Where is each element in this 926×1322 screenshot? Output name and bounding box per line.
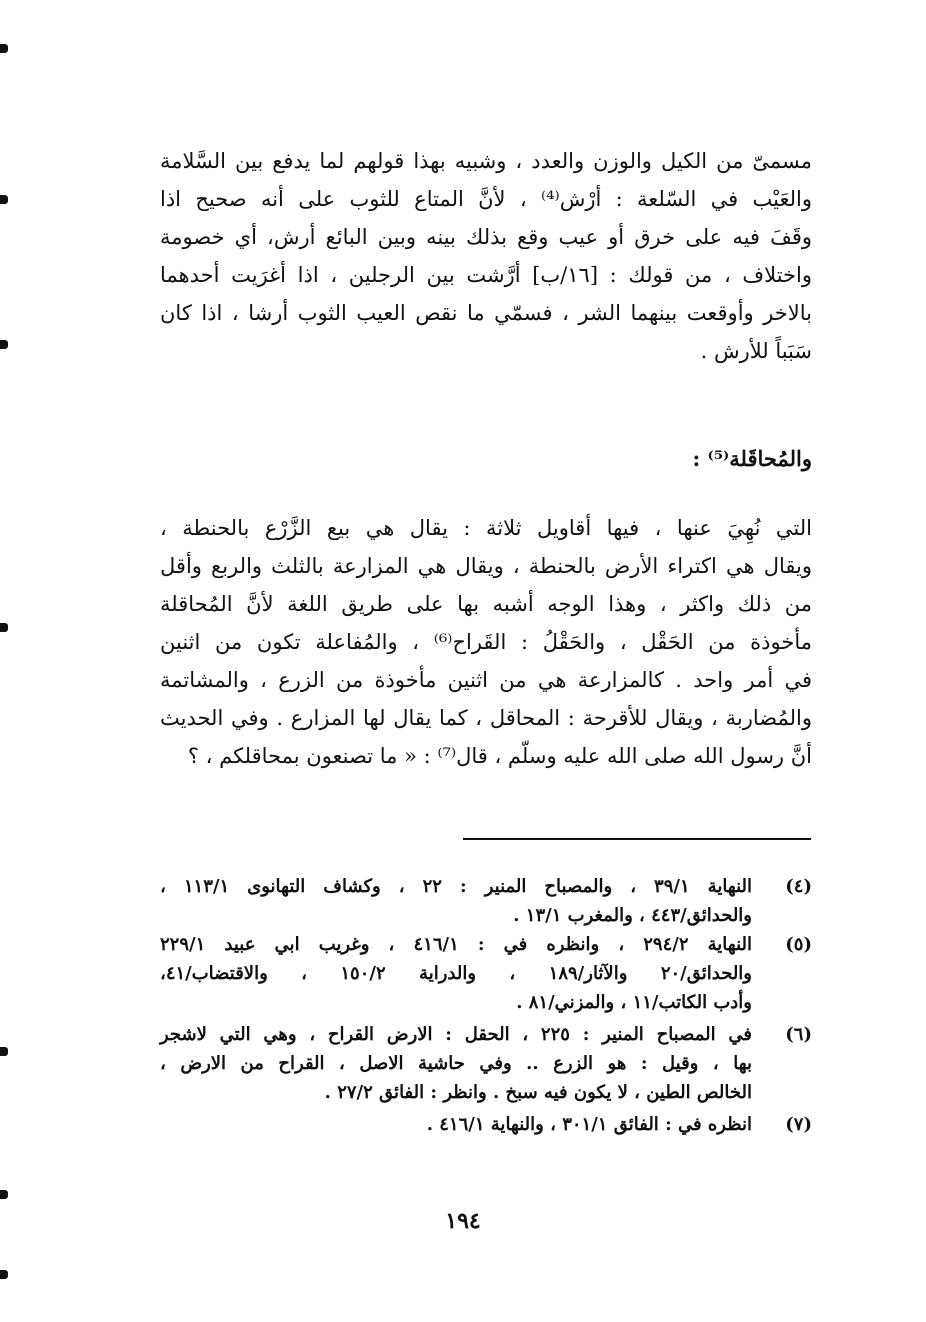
scan-mark xyxy=(0,44,8,53)
text-line: مسمیّ من الكيل والوزن والعدد ، وشبيه بهذا قولهم لما يدفع بين السَّلامة xyxy=(160,149,812,173)
page-number: ١٩٤ xyxy=(445,1208,481,1234)
section-heading: والمُحاقَلة⁽⁵⁾ : xyxy=(692,446,812,471)
text-line: وقَفَ فيه على خرق أو عيب وقع بذلك بينه وبين البائع أرش، أي خصومة xyxy=(160,225,812,249)
footnote-line: في المصباح المنير : ٢٢٥ ، الحقل : الارض القراح ، وهي التي لاشجر xyxy=(160,1024,752,1045)
text-line: والعَيْب في السّلعة : أرْش⁽⁴⁾ ، لأنَّ المتاع للثوب على أنه صحيح اذا xyxy=(160,187,813,211)
paragraph-muhaqala xyxy=(160,509,812,775)
footnote-divider xyxy=(463,838,811,840)
footnote-line: والحدائق/٤٤٣ ، والمغرب ١٣/١ . xyxy=(513,905,752,926)
text-line: في أمر واحد . كالمزارعة هي من اثنين مأخوذة من الزرع ، والمشاتمة xyxy=(160,668,812,692)
footnote-line: انظره في : الفائق ٣٠١/١ ، والنهاية ٤١٦/١ . xyxy=(426,1114,752,1135)
footnote-6 xyxy=(160,1020,812,1107)
scan-mark xyxy=(0,195,8,204)
scan-mark xyxy=(0,623,8,632)
footnote-7 xyxy=(160,1110,812,1139)
scan-mark xyxy=(0,1047,8,1056)
text-line: سَبَباً للأرش . xyxy=(700,339,812,363)
footnote-line: النهاية ٣٩/١ ، والمصباح المنير : ٢٢ ، وكشاف التهانوى ١١٣/١ ، xyxy=(160,876,753,897)
footnote-number: (٥) xyxy=(785,934,812,955)
footnote-number: (٦) xyxy=(785,1024,812,1045)
text-line: مأخوذة من الحَقْل ، والحَقْلُ : القَراح⁽⁶⁾ ، والمُفاعلة تكون من اثنين xyxy=(160,630,813,654)
footnote-line: الخالص الطين ، لا يكون فيه سبخ . وانظر : الفائق ٢٧/٢ . xyxy=(324,1082,752,1103)
text-line: والمُضاربة ، ويقال للأقرحة : المحاقل ، كما يقال لها المزارع . وفي الحديث xyxy=(160,706,812,730)
footnote-4 xyxy=(160,872,812,930)
footnote-number: (٧) xyxy=(785,1114,812,1135)
text-line: من ذلك واكثر ، وهذا الوجه أشبه بها على طريق اللغة لأنَّ المُحاقلة xyxy=(160,592,812,616)
paragraph-arsh xyxy=(160,142,812,370)
text-line: بالاخر وأوقعت بينهما الشر ، فسمّي ما نقص العيب الثوب أرشا ، اذا كان xyxy=(160,301,812,325)
text-line: واختلاف ، من قولك : [١٦/ب] أرَّشت بين الرجلين ، اذا أغرَيت أحدهما xyxy=(160,263,812,287)
footnote-line: بها ، وقيل : هو الزرع .. وفي حاشية الاصل ، القراح من الارض ، xyxy=(160,1053,752,1074)
footnote-number: (٤) xyxy=(785,876,812,897)
scan-mark xyxy=(0,340,8,349)
text-line: أنَّ رسول الله صلى الله عليه وسلّم ، قال⁽⁷⁾ : « ما تصنعون بمحاقلكم ، ؟ xyxy=(187,744,812,768)
scan-mark xyxy=(0,1190,8,1199)
footnote-line: وأدب الكاتب/١١ ، والمزني/٨١ . xyxy=(516,992,752,1013)
scan-mark xyxy=(0,1270,8,1279)
text-line: ويقال هي اكتراء الأرض بالحنطة ، ويقال هي المزارعة بالثلث والربع وأقل xyxy=(160,554,812,578)
footnote-line: والحدائق/٢٠ والآثار/١٨٩ ، والدراية ١٥٠/٢ ، والاقتضاب/٤١، xyxy=(160,963,752,984)
footnote-line: النهاية ٢٩٤/٢ ، وانظره في : ٤١٦/١ ، وغريب ابي عبيد ٢٢٩/١ xyxy=(160,934,752,955)
text-line: التي نُهِيَ عنها ، فيها أقاويل ثلاثة : يقال هي بيع الزَّرْع بالحنطة ، xyxy=(160,516,812,540)
footnote-5 xyxy=(160,930,812,1017)
